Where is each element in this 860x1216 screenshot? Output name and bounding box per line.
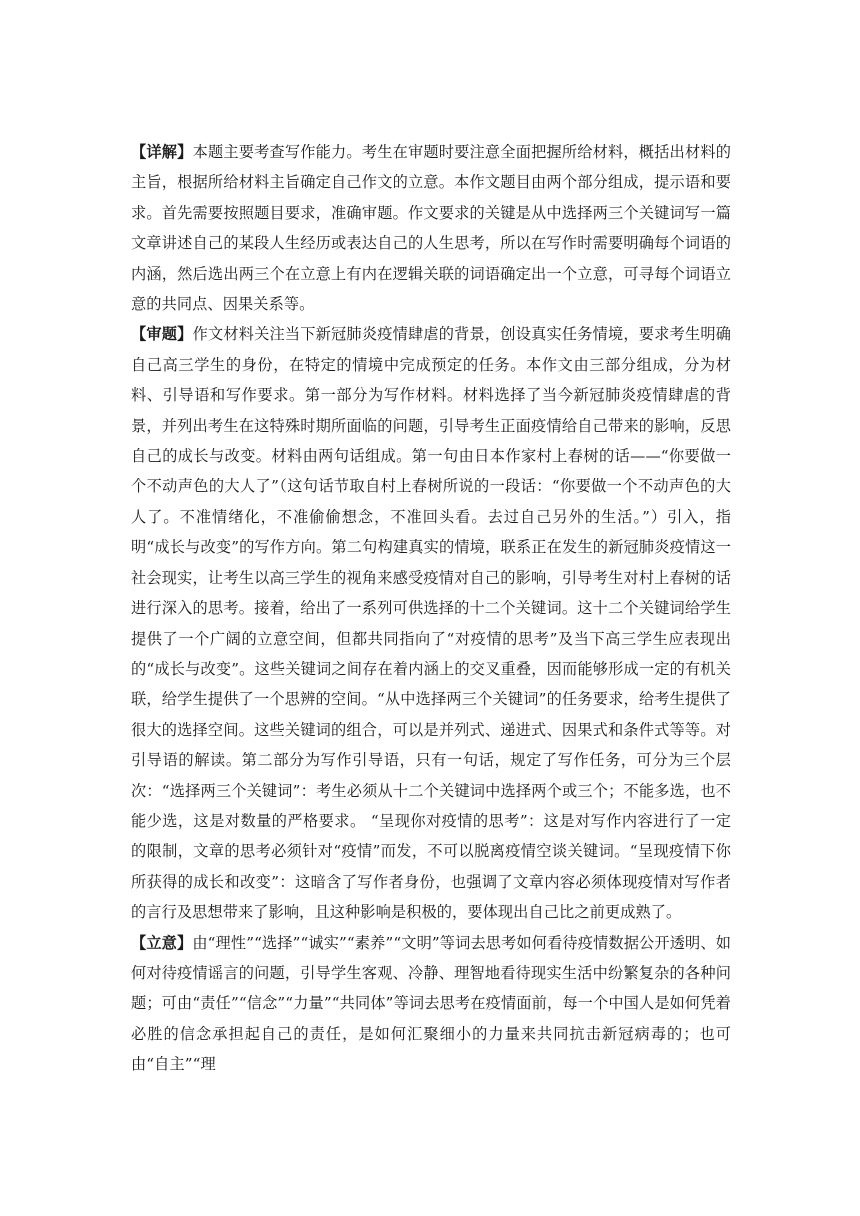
paragraph-label-analysis: 【审题】: [131, 325, 193, 344]
paragraph-label-theme: 【立意】: [131, 933, 193, 952]
paragraph-text-theme: 由“理性”“选择”“诚实”“素养”“文明”等词去思考如何看待疫情数据公开透明、如何对待疫情谣言的问题，引导学生客观、冷静、理智地看待现实生活中纷繁复杂的各种问题；可由“责任”“信念”“力量”“共同体”等词去思考在疫情面前，每一个中国人是如何凭着必胜的信念承担起自己的责任，是如何汇聚细小的力量来共同抗击新冠病毒的；也可由“自主”“理: [131, 933, 731, 1074]
paragraph-text-detail: 本题主要考查写作能力。考生在审题时要注意全面把握所给材料，概括出材料的主旨，根据所给材料主旨确定自己作文的立意。本作文题目由两个部分组成，提示语和要求。首先需要按照题目要求，准确审题。作文要求的关键是从中选择两三个关键词写一篇文章讲述自己的某段人生经历或表达自己的人生思考，所以在写作时需要明确每个词语的内涵，然后选出两三个在立意上有内在逻辑关联的词语确定出一个立意，可寻每个词语立意的共同点、因果关系等。: [131, 143, 732, 314]
paragraph-label-detail: 【详解】: [131, 143, 193, 161]
document-page: [131, 137, 731, 1080]
paragraph-text-analysis: 作文材料关注当下新冠肺炎疫情肆虐的背景，创设真实任务情境，要求考生明确自己高三学生的身份，在特定的情境中完成预定的任务。本作文由三部分组成，分为材料、引导语和写作要求。第一部分为写作材料。材料选择了当今新冠肺炎疫情肆虐的背景，并列出考生在这特殊时期所面临的问题，引导考生正面疫情给自己带来的影响，反思自己的成长与改变。材料由两句话组成。第一句由日本作家村上春树的话——“你要做一个不动声色的大人了”（这句话节取自村上春树所说的一段话：“你要做一个不动声色的大人了。不准情绪化，不准偷偷想念，不准回头看。去过自己另外的生活。”）引入，指明“成长与改变”的写作方向。第二句构建真实的情境，联系正在发生的新冠肺炎疫情这一社会现实，让考生以高三学生的视角来感受疫情对自己的影响，引导考生对村上春树的话进行深入的思考。接着，给出了一系列可供选择的十二个关键词。这十二个关键词给学生提供了一个广阔的立意空间，但都共同指向了“对疫情的思考”及当下高三学生应表现出的“成长与改变”。这些关键词之间存在着内涵上的交叉重叠，因而能够形成一定的有机关联，给学生提供了一个思辨的空间。“从中选择两三个关键词”的任务要求，给考生提供了很大的选择空间。这些关键词的组合，可以是并列式、递进式、因果式和条件式等等。对引导语的解读。第二部分为写作引导语，只有一句话，规定了写作任务，可分为三个层次：“选择两三个关键词”：考生必须从十二个关键词中选择两个或三个；不能多选，也不能少选，这是对数量的严格要求。 “呈现你对疫情的思考”：这是对写作内容进行了一定的限制，文章的思考必须针对“疫情”而发，不可以脱离疫情空谈关键词。“呈现疫情下你所获得的成长和改变”：这暗含了写作者身份，也强调了文章内容必须体现疫情对写作者的言行及思想带来了影响，且这种影响是积极的，要体现出自己比之前更成熟了。: [131, 325, 732, 922]
paragraph-detail: [131, 137, 731, 319]
paragraph-theme: [131, 928, 731, 1080]
paragraph-analysis: [131, 319, 731, 927]
